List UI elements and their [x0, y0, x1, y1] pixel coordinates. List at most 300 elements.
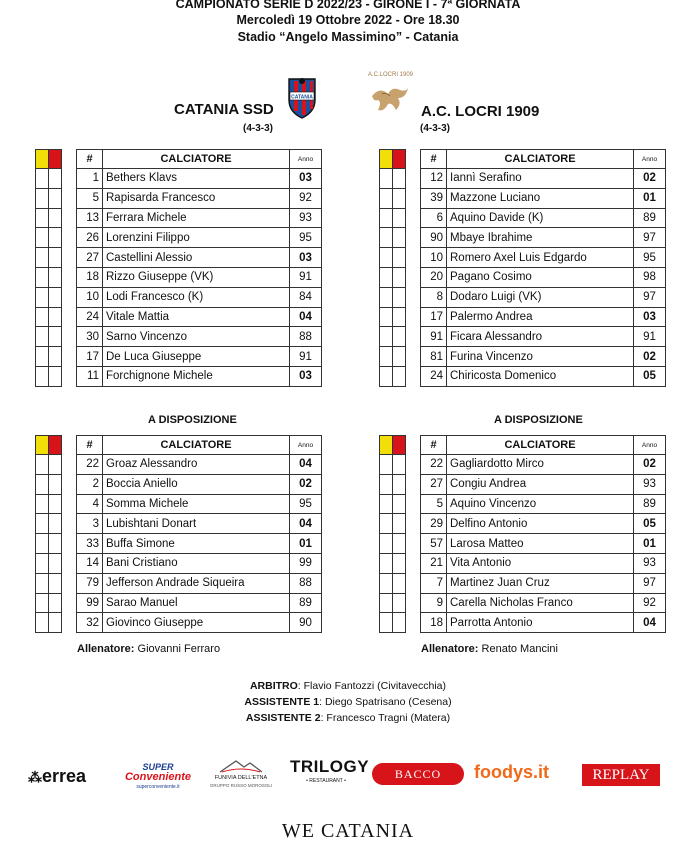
yellow-card-cell: [36, 553, 49, 573]
yellow-card-cell: [380, 573, 393, 593]
player-name: Rizzo Giuseppe (VK): [103, 267, 290, 287]
player-number: 5: [421, 494, 447, 514]
yellow-card-cell: [36, 169, 49, 189]
errea-logo: ⁂errea: [28, 766, 87, 786]
catania-logo: [286, 76, 318, 120]
player-name: Delfino Antonio: [447, 514, 634, 534]
player-number: 10: [77, 287, 103, 307]
player-year: 03: [290, 169, 322, 189]
yellow-card-icon: [36, 436, 49, 455]
player-name: Giovinco Giuseppe: [103, 613, 290, 633]
red-card-cell: [49, 534, 62, 554]
player-number: 13: [77, 208, 103, 228]
yellow-card-cell: [380, 228, 393, 248]
player-number: 29: [421, 514, 447, 534]
table-row: [77, 347, 322, 367]
red-card-cell: [393, 514, 406, 534]
table-row: [421, 287, 666, 307]
assistant-2-name: Francesco Tragni (Matera): [326, 712, 451, 724]
player-name: Chiricosta Domenico: [447, 366, 634, 386]
red-card-cell: [393, 327, 406, 347]
svg-text:CATANIA: CATANIA: [291, 94, 313, 101]
player-number: 4: [77, 494, 103, 514]
player-number: 9: [421, 593, 447, 613]
red-card-cell: [393, 228, 406, 248]
away-coach-name: Renato Mancini: [481, 643, 558, 655]
player-name: Aquino Davide (K): [447, 208, 634, 228]
away-starters-cards: [379, 149, 406, 387]
player-year: 91: [634, 327, 666, 347]
red-card-cell: [49, 287, 62, 307]
player-number: 20: [421, 267, 447, 287]
match-title: CAMPIONATO SERIE D 2022/23 - GIRONE I - 7ª GIORNATA: [175, 0, 521, 11]
table-row: [77, 287, 322, 307]
red-card-icon: [393, 436, 406, 455]
player-year: 89: [634, 208, 666, 228]
yellow-card-cell: [380, 267, 393, 287]
player-number: 99: [77, 593, 103, 613]
yellow-card-cell: [36, 208, 49, 228]
red-card-cell: [49, 208, 62, 228]
player-number: 1: [77, 169, 103, 189]
player-name: Somma Michele: [103, 494, 290, 514]
player-name: Martinez Juan Cruz: [447, 573, 634, 593]
trilogy-text: TRILOGY: [290, 757, 370, 776]
table-row: [421, 169, 666, 189]
player-number: 24: [421, 366, 447, 386]
red-card-cell: [393, 494, 406, 514]
home-coach-name: Giovanni Ferraro: [137, 643, 221, 655]
col-num-header: #: [421, 150, 447, 169]
table-row: [77, 208, 322, 228]
player-number: 27: [421, 474, 447, 494]
player-number: 18: [421, 613, 447, 633]
player-number: 2: [77, 474, 103, 494]
player-number: 24: [77, 307, 103, 327]
player-number: 57: [421, 534, 447, 554]
referee-role: ARBITRO: [249, 680, 298, 692]
yellow-card-cell: [380, 347, 393, 367]
player-name: Gagliardotto Mirco: [447, 455, 634, 475]
replay-logo: [582, 764, 660, 786]
yellow-card-cell: [380, 208, 393, 228]
super-text: SUPER: [142, 762, 174, 772]
away-coach: Allenatore: Renato Mancini: [421, 643, 558, 655]
foodys-logo: [474, 762, 549, 783]
player-year: 01: [290, 534, 322, 554]
player-number: 10: [421, 248, 447, 268]
player-year: 91: [290, 267, 322, 287]
player-name: Furina Vincenzo: [447, 347, 634, 367]
yellow-card-cell: [36, 248, 49, 268]
bacco-text: BACCO: [394, 767, 442, 781]
player-name: Lorenzini Filippo: [103, 228, 290, 248]
table-row: [421, 267, 666, 287]
player-year: 02: [290, 474, 322, 494]
player-year: 90: [290, 613, 322, 633]
red-card-cell: [49, 474, 62, 494]
red-card-cell: [49, 613, 62, 633]
player-year: 04: [290, 455, 322, 475]
yellow-card-cell: [380, 169, 393, 189]
away-formation: (4-3-3): [420, 123, 451, 134]
player-name: Groaz Alessandro: [103, 455, 290, 475]
assistant-1: ASSISTENTE 1: Diego Spatrisano (Cesena): [244, 696, 452, 708]
yellow-card-cell: [36, 347, 49, 367]
yellow-card-cell: [380, 494, 393, 514]
yellow-card-cell: [36, 267, 49, 287]
yellow-card-cell: [380, 188, 393, 208]
red-card-cell: [49, 593, 62, 613]
player-name: Lodi Francesco (K): [103, 287, 290, 307]
referee-name: Flavio Fantozzi (Civitavecchia): [303, 680, 447, 692]
player-name: Parrotta Antonio: [447, 613, 634, 633]
red-card-cell: [393, 347, 406, 367]
player-name: Mazzone Luciano: [447, 188, 634, 208]
player-year: 95: [290, 494, 322, 514]
red-card-cell: [49, 267, 62, 287]
col-num-header: #: [77, 436, 103, 455]
yellow-card-cell: [36, 287, 49, 307]
player-name: Mbaye Ibrahime: [447, 228, 634, 248]
table-row: [421, 494, 666, 514]
yellow-card-cell: [36, 494, 49, 514]
table-row: [421, 327, 666, 347]
player-number: 81: [421, 347, 447, 367]
player-number: 27: [77, 248, 103, 268]
table-row: [421, 208, 666, 228]
yellow-card-cell: [36, 188, 49, 208]
yellow-card-cell: [380, 613, 393, 633]
red-card-cell: [49, 347, 62, 367]
home-formation: (4-3-3): [243, 123, 274, 134]
player-name: Sarao Manuel: [103, 593, 290, 613]
player-year: 95: [290, 228, 322, 248]
player-year: 89: [290, 593, 322, 613]
player-name: Vita Antonio: [447, 553, 634, 573]
player-name: Iannì Serafino: [447, 169, 634, 189]
locri-logo-text: A.C.LOCRI 1909: [368, 72, 414, 78]
red-card-cell: [49, 307, 62, 327]
yellow-card-cell: [36, 366, 49, 386]
replay-text: REPLAY: [592, 767, 650, 783]
superconveniente-logo: [118, 762, 198, 792]
red-card-cell: [393, 366, 406, 386]
player-year: 93: [634, 474, 666, 494]
table-row: [421, 228, 666, 248]
red-card-cell: [393, 553, 406, 573]
table-header-row: [77, 436, 322, 455]
table-row: [77, 228, 322, 248]
table-row: [77, 593, 322, 613]
player-year: 03: [634, 307, 666, 327]
table-row: [421, 613, 666, 633]
table-header-row: [421, 436, 666, 455]
red-card-cell: [49, 455, 62, 475]
table-row: [77, 169, 322, 189]
player-number: 14: [77, 553, 103, 573]
yellow-card-cell: [380, 593, 393, 613]
red-card-cell: [49, 188, 62, 208]
red-card-cell: [393, 248, 406, 268]
funivia-text: FUNIVIA DELL'ETNA: [214, 775, 268, 781]
player-name: Larosa Matteo: [447, 534, 634, 554]
funivia-logo: [208, 758, 274, 790]
yellow-card-cell: [36, 514, 49, 534]
away-coach-label: Allenatore: [421, 643, 475, 655]
player-name: Sarno Vincenzo: [103, 327, 290, 347]
player-name: Boccia Aniello: [103, 474, 290, 494]
player-number: 18: [77, 267, 103, 287]
yellow-card-icon: [380, 150, 393, 169]
trilogy-subtext: • RESTAURANT •: [306, 778, 346, 784]
yellow-card-cell: [36, 613, 49, 633]
red-card-cell: [393, 455, 406, 475]
player-year: 93: [290, 208, 322, 228]
table-row: [77, 188, 322, 208]
player-number: 21: [421, 553, 447, 573]
player-number: 17: [77, 347, 103, 367]
home-subs-cards: [35, 435, 62, 633]
player-year: 97: [634, 287, 666, 307]
player-year: 98: [634, 267, 666, 287]
player-year: 95: [634, 248, 666, 268]
table-header-row: [77, 150, 322, 169]
assistant-2: ASSISTENTE 2: Francesco Tragni (Matera): [245, 712, 451, 724]
player-name: Dodaro Luigi (VK): [447, 287, 634, 307]
player-year: 05: [634, 514, 666, 534]
yellow-card-icon: [380, 436, 393, 455]
player-number: 22: [77, 455, 103, 475]
home-subs-title: A DISPOSIZIONE: [148, 414, 237, 426]
table-row: [421, 307, 666, 327]
player-year: 02: [634, 169, 666, 189]
col-player-header: CALCIATORE: [447, 436, 634, 455]
assistant-2-role: ASSISTENTE 2: [245, 712, 321, 724]
match-date: Mercoledì 19 Ottobre 2022 - Ore 18.30: [236, 13, 460, 27]
player-name: Palermo Andrea: [447, 307, 634, 327]
player-year: 97: [634, 228, 666, 248]
player-year: 04: [634, 613, 666, 633]
table-row: [421, 366, 666, 386]
col-player-header: CALCIATORE: [103, 436, 290, 455]
home-starters-table: [76, 149, 322, 387]
home-starters-cards: [35, 149, 62, 387]
col-year-header: Anno: [290, 150, 322, 169]
player-number: 12: [421, 169, 447, 189]
player-name: Congiu Andrea: [447, 474, 634, 494]
player-number: 26: [77, 228, 103, 248]
funivia-subtext: GRUPPO RUSSO MOROSOLI: [209, 783, 273, 788]
table-header-row: [421, 150, 666, 169]
table-row: [421, 553, 666, 573]
player-year: 02: [634, 347, 666, 367]
red-card-cell: [393, 188, 406, 208]
player-name: Vitale Mattia: [103, 307, 290, 327]
player-name: Lubishtani Donart: [103, 514, 290, 534]
player-number: 8: [421, 287, 447, 307]
red-card-cell: [393, 169, 406, 189]
table-row: [77, 534, 322, 554]
player-name: Pagano Cosimo: [447, 267, 634, 287]
red-card-cell: [49, 366, 62, 386]
player-year: 92: [290, 188, 322, 208]
away-team-name: A.C. LOCRI 1909: [421, 103, 540, 120]
player-year: 05: [634, 366, 666, 386]
mountain-icon: [218, 758, 264, 774]
player-name: Aquino Vincenzo: [447, 494, 634, 514]
table-row: [421, 248, 666, 268]
yellow-card-icon: [36, 150, 49, 169]
yellow-card-cell: [36, 573, 49, 593]
player-number: 5: [77, 188, 103, 208]
red-card-cell: [49, 228, 62, 248]
table-row: [77, 307, 322, 327]
table-row: [421, 534, 666, 554]
red-card-icon: [49, 436, 62, 455]
player-year: 01: [634, 188, 666, 208]
foodys-text: foodys.it: [474, 762, 549, 782]
we-catania-logo: [0, 820, 696, 843]
red-card-cell: [393, 573, 406, 593]
red-card-cell: [49, 494, 62, 514]
player-year: 93: [634, 553, 666, 573]
table-row: [77, 267, 322, 287]
yellow-card-cell: [36, 455, 49, 475]
player-name: Buffa Simone: [103, 534, 290, 554]
yellow-card-cell: [380, 455, 393, 475]
player-year: 03: [290, 366, 322, 386]
yellow-card-cell: [380, 287, 393, 307]
table-row: [77, 573, 322, 593]
red-card-icon: [49, 150, 62, 169]
conveniente-text: Conveniente: [124, 771, 191, 783]
table-row: [421, 474, 666, 494]
col-year-header: Anno: [290, 436, 322, 455]
player-year: 04: [290, 514, 322, 534]
col-player-header: CALCIATORE: [447, 150, 634, 169]
player-year: 88: [290, 327, 322, 347]
red-card-cell: [393, 593, 406, 613]
player-name: Bani Cristiano: [103, 553, 290, 573]
player-number: 11: [77, 366, 103, 386]
player-name: Bethers Klavs: [103, 169, 290, 189]
yellow-card-cell: [380, 474, 393, 494]
player-number: 33: [77, 534, 103, 554]
player-year: 91: [290, 347, 322, 367]
player-name: Carella Nicholas Franco: [447, 593, 634, 613]
yellow-card-cell: [36, 593, 49, 613]
yellow-card-cell: [380, 534, 393, 554]
player-year: 97: [634, 573, 666, 593]
red-card-cell: [49, 514, 62, 534]
col-num-header: #: [77, 150, 103, 169]
red-card-cell: [393, 208, 406, 228]
table-row: [77, 553, 322, 573]
col-year-header: Anno: [634, 436, 666, 455]
player-number: 91: [421, 327, 447, 347]
red-card-icon: [393, 150, 406, 169]
table-row: [77, 327, 322, 347]
player-name: Castellini Alessio: [103, 248, 290, 268]
player-name: De Luca Giuseppe: [103, 347, 290, 367]
player-year: 88: [290, 573, 322, 593]
player-year: 92: [634, 593, 666, 613]
yellow-card-cell: [380, 248, 393, 268]
table-row: [421, 347, 666, 367]
col-year-header: Anno: [634, 150, 666, 169]
player-year: 01: [634, 534, 666, 554]
red-card-cell: [393, 613, 406, 633]
table-row: [421, 455, 666, 475]
player-year: 89: [634, 494, 666, 514]
red-card-cell: [49, 573, 62, 593]
table-row: [421, 188, 666, 208]
player-number: 30: [77, 327, 103, 347]
red-card-cell: [49, 248, 62, 268]
player-year: 04: [290, 307, 322, 327]
red-card-cell: [393, 474, 406, 494]
away-subs-table: [420, 435, 666, 633]
player-number: 39: [421, 188, 447, 208]
yellow-card-cell: [36, 307, 49, 327]
table-row: [421, 593, 666, 613]
player-number: 32: [77, 613, 103, 633]
away-subs-cards: [379, 435, 406, 633]
col-player-header: CALCIATORE: [103, 150, 290, 169]
yellow-card-cell: [380, 514, 393, 534]
yellow-card-cell: [380, 307, 393, 327]
table-row: [77, 613, 322, 633]
away-starters-table: [420, 149, 666, 387]
player-name: Forchignone Michele: [103, 366, 290, 386]
player-year: 03: [290, 248, 322, 268]
table-row: [77, 494, 322, 514]
home-coach-label: Allenatore: [77, 643, 131, 655]
table-row: [77, 474, 322, 494]
player-number: 7: [421, 573, 447, 593]
yellow-card-cell: [380, 366, 393, 386]
locri-logo: [370, 82, 410, 114]
we-catania-text: WE CATANIA: [281, 820, 415, 842]
home-team-name: CATANIA SSD: [174, 101, 274, 118]
referee: ARBITRO: Flavio Fantozzi (Civitavecchia): [249, 680, 447, 692]
player-name: Ficara Alessandro: [447, 327, 634, 347]
player-number: 90: [421, 228, 447, 248]
red-card-cell: [49, 327, 62, 347]
player-year: 99: [290, 553, 322, 573]
away-subs-title: A DISPOSIZIONE: [494, 414, 583, 426]
superconveniente-url: superconveniente.it: [136, 784, 180, 790]
player-name: Jefferson Andrade Siqueira: [103, 573, 290, 593]
player-name: Romero Axel Luis Edgardo: [447, 248, 634, 268]
red-card-cell: [49, 553, 62, 573]
player-name: Rapisarda Francesco: [103, 188, 290, 208]
red-card-cell: [393, 287, 406, 307]
player-number: 22: [421, 455, 447, 475]
red-card-cell: [393, 307, 406, 327]
assistant-1-name: Diego Spatrisano (Cesena): [324, 696, 452, 708]
col-num-header: #: [421, 436, 447, 455]
home-coach: Allenatore: Giovanni Ferraro: [77, 643, 221, 655]
yellow-card-cell: [36, 474, 49, 494]
player-year: 84: [290, 287, 322, 307]
red-card-cell: [393, 267, 406, 287]
yellow-card-cell: [36, 228, 49, 248]
table-row: [421, 573, 666, 593]
table-row: [77, 514, 322, 534]
trilogy-logo: [290, 757, 370, 788]
